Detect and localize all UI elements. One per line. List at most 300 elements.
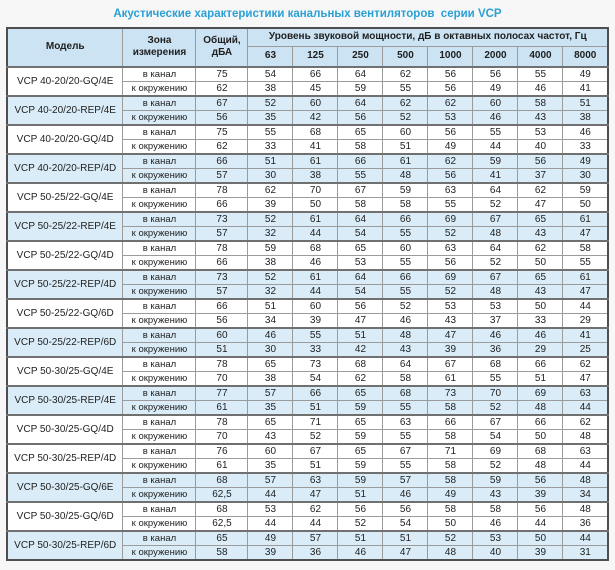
octave-level-cell: 55 [248, 125, 293, 140]
octave-level-cell: 59 [473, 154, 518, 169]
octave-level-cell: 64 [383, 357, 428, 372]
octave-level-cell: 56 [428, 168, 473, 183]
octave-level-cell: 61 [428, 371, 473, 386]
zone-cell: к окружению [123, 429, 196, 444]
octave-level-cell: 52 [383, 299, 428, 314]
total-dba-cell: 73 [196, 270, 248, 285]
model-cell: VCP 50-25/22-REP/4D [7, 270, 123, 299]
octave-level-cell: 60 [293, 299, 338, 314]
octave-level-cell: 41 [473, 168, 518, 183]
total-dba-cell: 78 [196, 241, 248, 256]
octave-level-cell: 50 [518, 299, 563, 314]
zone-cell: в канал [123, 415, 196, 430]
octave-level-cell: 57 [383, 473, 428, 488]
total-dba-cell: 51 [196, 342, 248, 357]
octave-level-cell: 63 [293, 473, 338, 488]
octave-level-cell: 57 [248, 473, 293, 488]
model-cell: VCP 50-30/25-GQ/6E [7, 473, 123, 502]
octave-level-cell: 53 [428, 299, 473, 314]
octave-level-cell: 71 [428, 444, 473, 459]
octave-level-cell: 55 [383, 458, 428, 473]
total-dba-cell: 66 [196, 154, 248, 169]
octave-level-cell: 68 [473, 357, 518, 372]
octave-level-cell: 41 [563, 328, 608, 343]
octave-level-cell: 44 [473, 139, 518, 154]
zone-cell: к окружению [123, 400, 196, 415]
octave-level-cell: 50 [518, 531, 563, 546]
zone-cell: в канал [123, 328, 196, 343]
octave-level-cell: 53 [338, 255, 383, 270]
octave-level-cell: 38 [248, 255, 293, 270]
acoustic-characteristics-table [6, 27, 609, 561]
octave-level-cell: 66 [293, 67, 338, 82]
octave-level-cell: 56 [518, 154, 563, 169]
col-header-freq-250: 250 [338, 46, 383, 67]
octave-level-cell: 62 [518, 183, 563, 198]
octave-level-cell: 51 [248, 299, 293, 314]
octave-level-cell: 53 [473, 531, 518, 546]
octave-level-cell: 66 [518, 415, 563, 430]
octave-level-cell: 47 [563, 226, 608, 241]
total-dba-cell: 78 [196, 183, 248, 198]
total-dba-cell: 57 [196, 284, 248, 299]
octave-level-cell: 32 [248, 284, 293, 299]
octave-level-cell: 68 [338, 357, 383, 372]
octave-level-cell: 55 [293, 328, 338, 343]
octave-level-cell: 55 [473, 125, 518, 140]
zone-cell: в канал [123, 183, 196, 198]
octave-level-cell: 43 [383, 342, 428, 357]
octave-level-cell: 33 [293, 342, 338, 357]
octave-level-cell: 58 [428, 473, 473, 488]
octave-level-cell: 43 [518, 110, 563, 125]
header-row-top [7, 28, 608, 46]
col-header-octave: Уровень звуковой мощности, дБ в октавных полосах частот, Гц [248, 28, 608, 46]
octave-level-cell: 55 [383, 226, 428, 241]
model-cell: VCP 50-30/25-REP/4E [7, 386, 123, 415]
octave-level-cell: 29 [563, 313, 608, 328]
octave-level-cell: 64 [338, 67, 383, 82]
total-dba-cell: 68 [196, 502, 248, 517]
octave-level-cell: 48 [383, 168, 428, 183]
total-dba-cell: 57 [196, 168, 248, 183]
octave-level-cell: 48 [383, 328, 428, 343]
octave-level-cell: 52 [428, 531, 473, 546]
octave-level-cell: 62 [563, 415, 608, 430]
octave-level-cell: 52 [473, 255, 518, 270]
octave-level-cell: 55 [383, 255, 428, 270]
octave-level-cell: 65 [338, 386, 383, 401]
octave-level-cell: 62 [383, 96, 428, 111]
octave-level-cell: 61 [293, 212, 338, 227]
octave-level-cell: 67 [293, 444, 338, 459]
octave-level-cell: 46 [518, 81, 563, 96]
octave-level-cell: 46 [473, 328, 518, 343]
zone-cell: в канал [123, 241, 196, 256]
octave-level-cell: 38 [248, 371, 293, 386]
zone-cell: к окружению [123, 458, 196, 473]
zone-cell: в канал [123, 502, 196, 517]
octave-level-cell: 52 [293, 429, 338, 444]
octave-level-cell: 43 [473, 487, 518, 502]
total-dba-cell: 75 [196, 67, 248, 82]
octave-level-cell: 46 [383, 487, 428, 502]
octave-level-cell: 39 [518, 487, 563, 502]
octave-level-cell: 48 [563, 473, 608, 488]
octave-level-cell: 58 [428, 400, 473, 415]
octave-level-cell: 62 [338, 371, 383, 386]
octave-level-cell: 66 [383, 270, 428, 285]
octave-level-cell: 65 [518, 270, 563, 285]
total-dba-cell: 62 [196, 139, 248, 154]
octave-level-cell: 30 [248, 168, 293, 183]
octave-level-cell: 49 [428, 487, 473, 502]
table-row [7, 328, 608, 343]
model-cell: VCP 40-20/20-REP/4D [7, 154, 123, 183]
octave-level-cell: 56 [518, 473, 563, 488]
octave-level-cell: 36 [293, 545, 338, 560]
octave-level-cell: 69 [428, 270, 473, 285]
octave-level-cell: 48 [473, 284, 518, 299]
octave-level-cell: 47 [563, 371, 608, 386]
octave-level-cell: 58 [428, 502, 473, 517]
octave-level-cell: 67 [473, 270, 518, 285]
octave-level-cell: 69 [473, 444, 518, 459]
octave-level-cell: 59 [473, 473, 518, 488]
octave-level-cell: 46 [473, 110, 518, 125]
octave-level-cell: 44 [248, 487, 293, 502]
octave-level-cell: 68 [293, 125, 338, 140]
octave-level-cell: 59 [383, 183, 428, 198]
total-dba-cell: 76 [196, 444, 248, 459]
zone-cell: в канал [123, 299, 196, 314]
octave-level-cell: 53 [428, 110, 473, 125]
octave-level-cell: 52 [248, 212, 293, 227]
model-cell: VCP 50-25/22-REP/6D [7, 328, 123, 357]
octave-level-cell: 50 [518, 429, 563, 444]
octave-level-cell: 61 [383, 154, 428, 169]
octave-level-cell: 62 [248, 183, 293, 198]
zone-cell: в канал [123, 357, 196, 372]
octave-level-cell: 51 [518, 371, 563, 386]
total-dba-cell: 62 [196, 81, 248, 96]
octave-level-cell: 52 [428, 226, 473, 241]
octave-level-cell: 64 [338, 270, 383, 285]
octave-level-cell: 64 [473, 241, 518, 256]
octave-level-cell: 58 [563, 241, 608, 256]
octave-level-cell: 61 [563, 212, 608, 227]
octave-level-cell: 67 [338, 183, 383, 198]
octave-level-cell: 55 [518, 67, 563, 82]
octave-level-cell: 51 [293, 458, 338, 473]
model-cell: VCP 50-25/22-GQ/6D [7, 299, 123, 328]
octave-level-cell: 47 [383, 545, 428, 560]
octave-level-cell: 58 [338, 197, 383, 212]
octave-level-cell: 63 [563, 444, 608, 459]
octave-level-cell: 35 [248, 110, 293, 125]
octave-level-cell: 54 [473, 429, 518, 444]
total-dba-cell: 77 [196, 386, 248, 401]
total-dba-cell: 61 [196, 458, 248, 473]
octave-level-cell: 37 [518, 168, 563, 183]
octave-level-cell: 30 [248, 342, 293, 357]
octave-level-cell: 29 [518, 342, 563, 357]
octave-level-cell: 36 [563, 516, 608, 531]
zone-cell: в канал [123, 473, 196, 488]
octave-level-cell: 52 [473, 197, 518, 212]
total-dba-cell: 78 [196, 357, 248, 372]
table-header [7, 28, 608, 67]
octave-level-cell: 56 [473, 67, 518, 82]
octave-level-cell: 33 [563, 139, 608, 154]
octave-level-cell: 66 [338, 154, 383, 169]
octave-level-cell: 60 [383, 125, 428, 140]
octave-level-cell: 52 [428, 284, 473, 299]
zone-cell: к окружению [123, 284, 196, 299]
col-header-freq-4000: 4000 [518, 46, 563, 67]
octave-level-cell: 63 [428, 183, 473, 198]
octave-level-cell: 69 [518, 386, 563, 401]
octave-level-cell: 58 [338, 139, 383, 154]
model-cell: VCP 50-30/25-REP/6D [7, 531, 123, 560]
model-cell: VCP 50-25/22-GQ/4D [7, 241, 123, 270]
model-cell: VCP 50-30/25-GQ/6D [7, 502, 123, 531]
model-cell: VCP 50-30/25-REP/4D [7, 444, 123, 473]
octave-level-cell: 56 [338, 110, 383, 125]
zone-cell: к окружению [123, 371, 196, 386]
octave-level-cell: 61 [293, 270, 338, 285]
octave-level-cell: 64 [338, 212, 383, 227]
zone-cell: к окружению [123, 139, 196, 154]
octave-level-cell: 58 [518, 96, 563, 111]
zone-cell: к окружению [123, 226, 196, 241]
octave-level-cell: 60 [248, 444, 293, 459]
octave-level-cell: 65 [338, 125, 383, 140]
octave-level-cell: 52 [248, 270, 293, 285]
octave-level-cell: 44 [563, 531, 608, 546]
octave-level-cell: 52 [473, 458, 518, 473]
total-dba-cell: 70 [196, 371, 248, 386]
octave-level-cell: 49 [473, 81, 518, 96]
octave-level-cell: 54 [248, 67, 293, 82]
octave-level-cell: 43 [248, 429, 293, 444]
octave-level-cell: 63 [383, 415, 428, 430]
octave-level-cell: 47 [518, 197, 563, 212]
octave-level-cell: 44 [248, 516, 293, 531]
octave-level-cell: 70 [293, 183, 338, 198]
octave-level-cell: 66 [518, 357, 563, 372]
octave-level-cell: 59 [563, 183, 608, 198]
octave-level-cell: 35 [248, 400, 293, 415]
octave-level-cell: 60 [473, 96, 518, 111]
total-dba-cell: 62,5 [196, 487, 248, 502]
octave-level-cell: 48 [518, 458, 563, 473]
total-dba-cell: 65 [196, 531, 248, 546]
octave-level-cell: 51 [383, 531, 428, 546]
octave-level-cell: 54 [293, 371, 338, 386]
zone-cell: к окружению [123, 342, 196, 357]
octave-level-cell: 49 [248, 531, 293, 546]
octave-level-cell: 73 [428, 386, 473, 401]
table-row [7, 125, 608, 140]
octave-level-cell: 50 [293, 197, 338, 212]
octave-level-cell: 56 [428, 81, 473, 96]
octave-level-cell: 53 [248, 502, 293, 517]
zone-cell: к окружению [123, 110, 196, 125]
table-row [7, 531, 608, 546]
col-header-total: Общий, дБА [196, 28, 248, 67]
octave-level-cell: 49 [428, 139, 473, 154]
octave-level-cell: 61 [563, 270, 608, 285]
total-dba-cell: 66 [196, 197, 248, 212]
octave-level-cell: 55 [428, 197, 473, 212]
model-cell: VCP 50-30/25-GQ/4E [7, 357, 123, 386]
octave-level-cell: 62 [518, 241, 563, 256]
octave-level-cell: 55 [383, 429, 428, 444]
col-header-freq-63: 63 [248, 46, 293, 67]
zone-cell: в канал [123, 531, 196, 546]
octave-level-cell: 37 [473, 313, 518, 328]
octave-level-cell: 65 [338, 444, 383, 459]
octave-level-cell: 34 [563, 487, 608, 502]
octave-level-cell: 38 [248, 81, 293, 96]
octave-level-cell: 56 [428, 125, 473, 140]
zone-cell: к окружению [123, 487, 196, 502]
octave-level-cell: 65 [338, 241, 383, 256]
octave-level-cell: 59 [338, 429, 383, 444]
octave-level-cell: 42 [293, 110, 338, 125]
octave-level-cell: 41 [293, 139, 338, 154]
octave-level-cell: 56 [518, 502, 563, 517]
table-body [7, 67, 608, 560]
total-dba-cell: 67 [196, 96, 248, 111]
zone-cell: в канал [123, 386, 196, 401]
total-dba-cell: 70 [196, 429, 248, 444]
total-dba-cell: 56 [196, 110, 248, 125]
model-cell: VCP 50-25/22-REP/4E [7, 212, 123, 241]
octave-level-cell: 62 [383, 67, 428, 82]
octave-level-cell: 68 [518, 444, 563, 459]
table-row [7, 96, 608, 111]
octave-level-cell: 39 [428, 342, 473, 357]
zone-cell: в канал [123, 125, 196, 140]
octave-level-cell: 55 [383, 81, 428, 96]
table-row [7, 502, 608, 517]
octave-level-cell: 51 [383, 139, 428, 154]
table-row [7, 299, 608, 314]
octave-level-cell: 34 [248, 313, 293, 328]
model-cell: VCP 40-20/20-GQ/4D [7, 125, 123, 154]
zone-cell: к окружению [123, 168, 196, 183]
octave-level-cell: 41 [563, 81, 608, 96]
octave-level-cell: 38 [293, 168, 338, 183]
table-row [7, 473, 608, 488]
octave-level-cell: 57 [293, 531, 338, 546]
octave-level-cell: 44 [293, 284, 338, 299]
octave-level-cell: 35 [248, 458, 293, 473]
octave-level-cell: 39 [248, 545, 293, 560]
octave-level-cell: 39 [518, 545, 563, 560]
table-row [7, 357, 608, 372]
octave-level-cell: 64 [338, 96, 383, 111]
octave-level-cell: 63 [428, 241, 473, 256]
col-header-freq-2000: 2000 [473, 46, 518, 67]
octave-level-cell: 45 [293, 81, 338, 96]
model-cell: VCP 50-25/22-GQ/4E [7, 183, 123, 212]
total-dba-cell: 60 [196, 328, 248, 343]
octave-level-cell: 59 [338, 458, 383, 473]
octave-level-cell: 56 [383, 502, 428, 517]
octave-level-cell: 59 [248, 241, 293, 256]
total-dba-cell: 66 [196, 255, 248, 270]
octave-level-cell: 53 [518, 125, 563, 140]
octave-level-cell: 46 [473, 516, 518, 531]
col-header-freq-500: 500 [383, 46, 428, 67]
octave-level-cell: 54 [338, 226, 383, 241]
octave-level-cell: 52 [338, 516, 383, 531]
zone-cell: к окружению [123, 255, 196, 270]
zone-cell: в канал [123, 96, 196, 111]
col-header-zone: Зона измерения [123, 28, 196, 67]
octave-level-cell: 62 [428, 154, 473, 169]
table-row [7, 183, 608, 198]
octave-level-cell: 67 [383, 444, 428, 459]
octave-level-cell: 60 [383, 241, 428, 256]
octave-level-cell: 31 [563, 545, 608, 560]
table-row [7, 444, 608, 459]
col-header-freq-1000: 1000 [428, 46, 473, 67]
octave-level-cell: 56 [428, 67, 473, 82]
octave-level-cell: 56 [428, 255, 473, 270]
octave-level-cell: 46 [293, 255, 338, 270]
octave-level-cell: 48 [563, 502, 608, 517]
octave-level-cell: 59 [338, 473, 383, 488]
octave-level-cell: 51 [563, 96, 608, 111]
page-title: Акустические характеристики канальных вентиляторов серии VCP [113, 8, 502, 20]
octave-level-cell: 52 [383, 110, 428, 125]
octave-level-cell: 51 [248, 154, 293, 169]
octave-level-cell: 55 [563, 255, 608, 270]
col-header-model: Модель [7, 28, 123, 67]
octave-level-cell: 42 [338, 342, 383, 357]
zone-cell: к окружению [123, 545, 196, 560]
total-dba-cell: 57 [196, 226, 248, 241]
octave-level-cell: 47 [338, 313, 383, 328]
zone-cell: в канал [123, 444, 196, 459]
total-dba-cell: 78 [196, 415, 248, 430]
octave-level-cell: 33 [518, 313, 563, 328]
octave-level-cell: 59 [338, 81, 383, 96]
octave-level-cell: 49 [563, 154, 608, 169]
octave-level-cell: 63 [563, 386, 608, 401]
octave-level-cell: 61 [293, 154, 338, 169]
octave-level-cell: 62 [428, 96, 473, 111]
octave-level-cell: 50 [518, 255, 563, 270]
total-dba-cell: 61 [196, 400, 248, 415]
octave-level-cell: 66 [293, 386, 338, 401]
octave-level-cell: 50 [563, 197, 608, 212]
octave-level-cell: 55 [338, 168, 383, 183]
octave-level-cell: 44 [563, 299, 608, 314]
model-cell: VCP 40-20/20-REP/4E [7, 96, 123, 125]
octave-level-cell: 56 [338, 299, 383, 314]
octave-level-cell: 58 [428, 429, 473, 444]
octave-level-cell: 43 [518, 226, 563, 241]
octave-level-cell: 46 [383, 313, 428, 328]
octave-level-cell: 40 [518, 139, 563, 154]
octave-level-cell: 67 [428, 357, 473, 372]
octave-level-cell: 51 [338, 328, 383, 343]
